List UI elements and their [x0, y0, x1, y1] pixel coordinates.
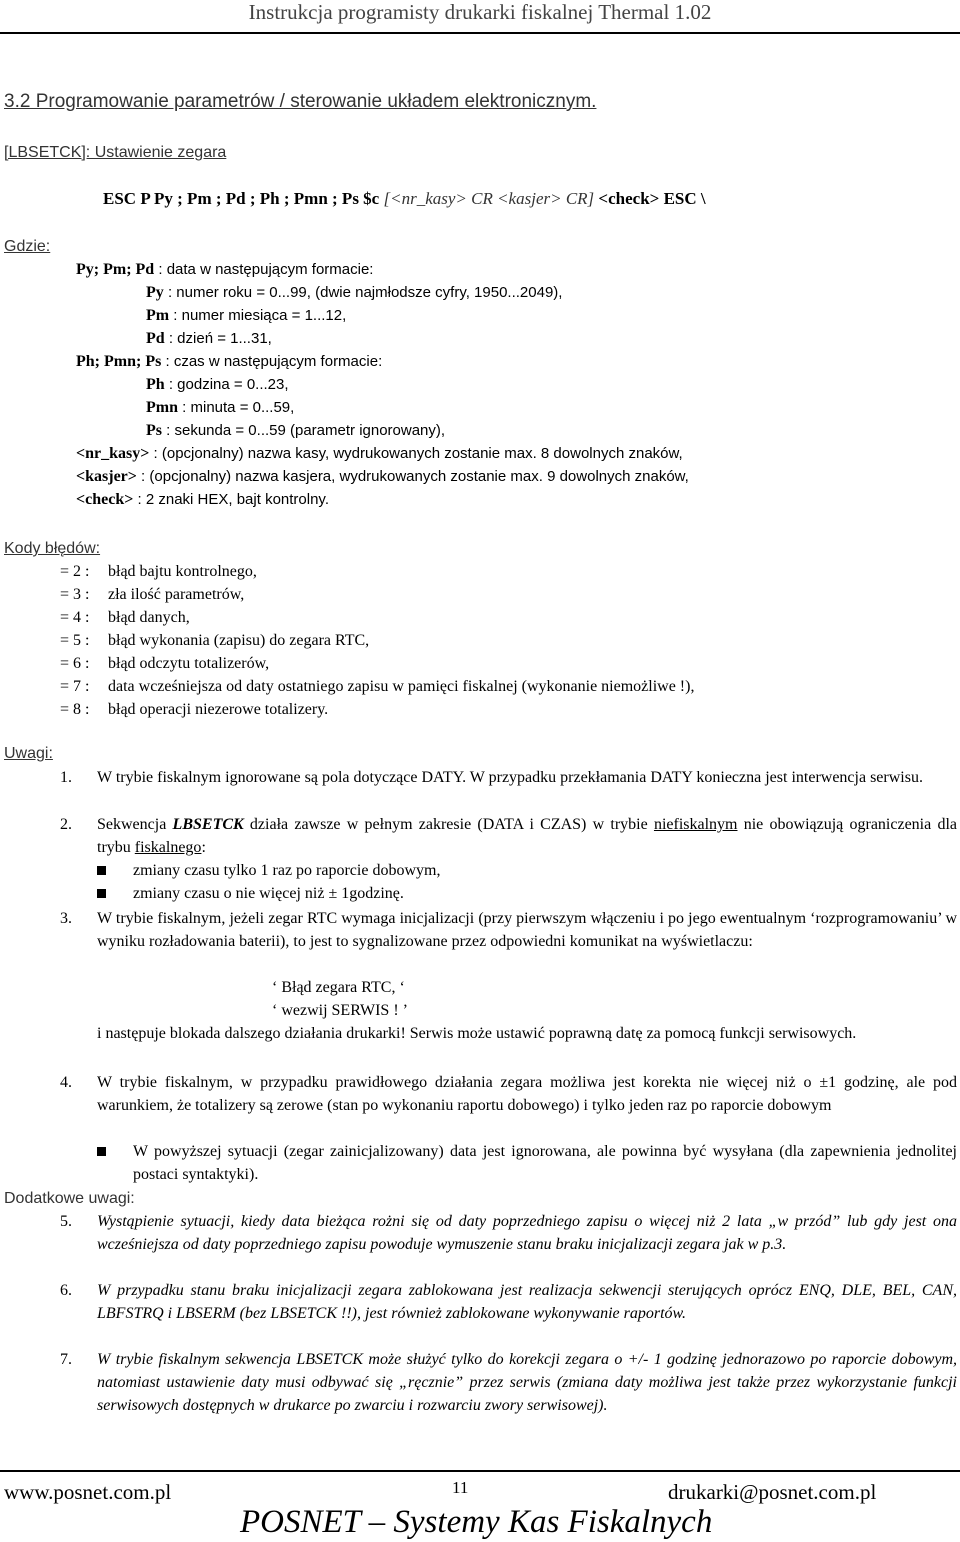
notes-label: Uwagi: [4, 745, 53, 762]
where-description: : numer roku = 0...99, (dwie najmłodsze cyfry, 1950...2049), [163, 284, 563, 301]
note-3-text: W trybie fiskalnym, jeżeli zegar RTC wymaga inicjalizacji (przy pierwszym włączeniu i po jego ewentualnym ‘rozprogramowaniu’ w wyniku rozładowania baterii), to jest to sygnalizowane przez odpowiedni komunikat na wyświetlaczu: [97, 910, 957, 950]
note-3-number: 3. [60, 910, 72, 927]
where-param: Pd [146, 330, 165, 347]
note-3-after: i następuje blokada dalszego działania drukarki! Serwis może ustawić poprawną datę za pomocą funkcji serwisowych. [97, 1025, 857, 1042]
where-param: Py; Pm; Pd [76, 261, 155, 278]
bullet-icon [97, 1147, 106, 1156]
footer-email: drukarki@posnet.com.pl [668, 1480, 877, 1504]
note-5-number: 5. [60, 1213, 72, 1230]
section-title: 3.2 Programowanie parametrów / sterowanie układem elektronicznym. [4, 91, 597, 112]
where-line [146, 304, 346, 327]
where-label: Gdzie: [4, 238, 51, 255]
note-7-number: 7. [60, 1351, 72, 1368]
where-line [76, 488, 329, 511]
where-param: Pmn [146, 399, 178, 416]
note-2-nonfiscal: niefiskalnym [653, 816, 738, 833]
where-description: : (opcjonalny) nazwa kasy, wydrukowanych zostanie max. 8 dowolnych znaków, [149, 445, 683, 462]
error-description: data wcześniejsza od daty ostatniego zapisu w pamięci fiskalnej (wykonanie niemożliwe !), [108, 678, 695, 695]
footer-brand: POSNET – Systemy Kas Fiskalnych [240, 1504, 713, 1540]
error-description: błąd danych, [108, 609, 190, 626]
note-7-text: W trybie fiskalnym sekwencja LBSETCK może służyć tylko do korekcji zegara o +/- 1 godzinę jednorazowo po raporcie dobowym, natomiast ustawienie daty musi odbywać się „ręcznie” przez serwis (zmiana daty możliwa jest także przez wykorzystanie funkcji serwisowych dostępnych w drukarce po zwarciu i rozwarciu zwory serwisowej). [97, 1351, 957, 1414]
where-line [146, 327, 272, 350]
where-param: Ps [146, 422, 162, 439]
note-2-text [97, 813, 957, 859]
where-line [76, 442, 683, 465]
note-2-command: LBSETCK [172, 816, 244, 833]
where-param: Ph [146, 376, 165, 393]
syntax-esc-p: ESC P Py ; Pm ; Pd ; Ph ; Pmn ; Ps $c [103, 189, 384, 208]
note-2-part-d: : [201, 839, 206, 856]
where-line [146, 419, 445, 442]
note-4-number: 4. [60, 1074, 72, 1091]
where-param: Py [146, 284, 164, 301]
error-code: = 6 : [60, 655, 90, 672]
note-4-bullet: W powyższej sytuacji (zegar zainicjalizowany) data jest ignorowana, ale powinna być wysyłana (dla zapewnienia jednolitej postaci syntaktyki). [133, 1143, 957, 1183]
where-line [76, 465, 689, 488]
extra-notes-label: Dodatkowe uwagi: [4, 1190, 135, 1207]
note-2-bullet-2: zmiany czasu o nie więcej niż ± 1godzinę. [133, 885, 404, 902]
command-name: [LBSETCK]: Ustawienie zegara [4, 144, 227, 161]
note-2-part-b: działa zawsze w pełnym zakresie (DATA i CZAS) w trybie [243, 816, 654, 833]
error-description: błąd odczytu totalizerów, [108, 655, 270, 672]
errors-label: Kody błędów: [4, 540, 101, 557]
where-description: : 2 znaki HEX, bajt kontrolny. [133, 491, 329, 508]
where-param: <nr_kasy> [76, 445, 150, 462]
where-param: <kasjer> [76, 468, 137, 485]
note-2-number: 2. [60, 816, 72, 833]
header-rule [0, 32, 960, 34]
syntax-end: <check> ESC \ [594, 189, 706, 208]
where-param: Ph; Pmn; Ps [76, 353, 162, 370]
error-code: = 3 : [60, 586, 90, 603]
error-code: = 4 : [60, 609, 90, 626]
page-number: 11 [452, 1478, 469, 1497]
where-description: : data w następującym formacie: [154, 261, 374, 278]
error-code: = 7 : [60, 678, 90, 695]
where-line [76, 258, 373, 281]
where-line [146, 396, 294, 419]
where-line [146, 373, 289, 396]
display-message-line-1: ‘ Błąd zegara RTC, ‘ [272, 979, 405, 996]
footer-website: www.posnet.com.pl [4, 1480, 172, 1504]
bullet-icon [97, 889, 106, 898]
where-description: : sekunda = 0...59 (parametr ignorowany), [162, 422, 446, 439]
error-description: błąd operacji niezerowe totalizery. [108, 701, 329, 718]
syntax-optional: [<nr_kasy> CR <kasjer> CR] [383, 189, 595, 208]
display-message-line-2: ‘ wezwij SERWIS ! ’ [272, 1002, 408, 1019]
bullet-icon [97, 866, 106, 875]
where-description: : dzień = 1...31, [164, 330, 272, 347]
note-1-text: W trybie fiskalnym ignorowane są pola dotyczące DATY. W przypadku przekłamania DATY konieczna jest interwencja serwisu. [97, 769, 923, 786]
error-description: zła ilość parametrów, [108, 586, 245, 603]
where-description: : minuta = 0...59, [178, 399, 295, 416]
note-1-number: 1. [60, 769, 72, 786]
note-2-part-a: Sekwencja [97, 816, 173, 833]
where-line [146, 281, 562, 304]
note-6-text: W przypadku stanu braku inicjalizacji zegara zablokowana jest realizacja sekwencji sterujących oprócz ENQ, DLE, BEL, CAN, LBFSTRQ i LBSERM (bez LBSETCK !!), jest również zablokowane wykonywanie raportów. [97, 1282, 957, 1322]
command-syntax [103, 187, 706, 210]
note-2-fiscal: fiskalnego [134, 839, 202, 856]
where-description: : numer miesiąca = 1...12, [169, 307, 347, 324]
error-code: = 8 : [60, 701, 90, 718]
footer-rule [0, 1470, 960, 1472]
error-description: błąd wykonania (zapisu) do zegara RTC, [108, 632, 370, 649]
error-code: = 2 : [60, 563, 90, 580]
note-5-text: Wystąpienie sytuacji, kiedy data bieżąca rożni się od daty poprzedniego zapisu o więcej niż 2 lata „w przód” lub gdy jest ona wcześniejsza od daty poprzedniego zapisu powoduje wymuszenie stanu braku inicjalizacji zegara jak w p.3. [97, 1213, 957, 1253]
where-description: : godzina = 0...23, [164, 376, 289, 393]
document-header-title: Instrukcja programisty drukarki fiskalnej Thermal 1.02 [248, 0, 712, 24]
where-param: <check> [76, 491, 134, 508]
error-description: błąd bajtu kontrolnego, [108, 563, 257, 580]
note-2-part-c: nie obowiązują ograniczenia dla trybu [97, 816, 957, 856]
note-6-number: 6. [60, 1282, 72, 1299]
where-description: : czas w następującym formacie: [161, 353, 383, 370]
note-2-bullet-1: zmiany czasu tylko 1 raz po raporcie dobowym, [133, 862, 441, 879]
note-4-text: W trybie fiskalnym, w przypadku prawidłowego działania zegara możliwa jest korekta nie więcej niż o ±1 godzinę, ale pod warunkiem, że totalizery są zerowe (stan po wykonaniu raportu dobowego) i tylko jeden raz po raporcie dobowym [97, 1074, 957, 1114]
error-code: = 5 : [60, 632, 90, 649]
where-line [76, 350, 382, 373]
where-description: : (opcjonalny) nazwa kasjera, wydrukowanych zostanie max. 9 dowolnych znaków, [136, 468, 689, 485]
where-param: Pm [146, 307, 170, 324]
